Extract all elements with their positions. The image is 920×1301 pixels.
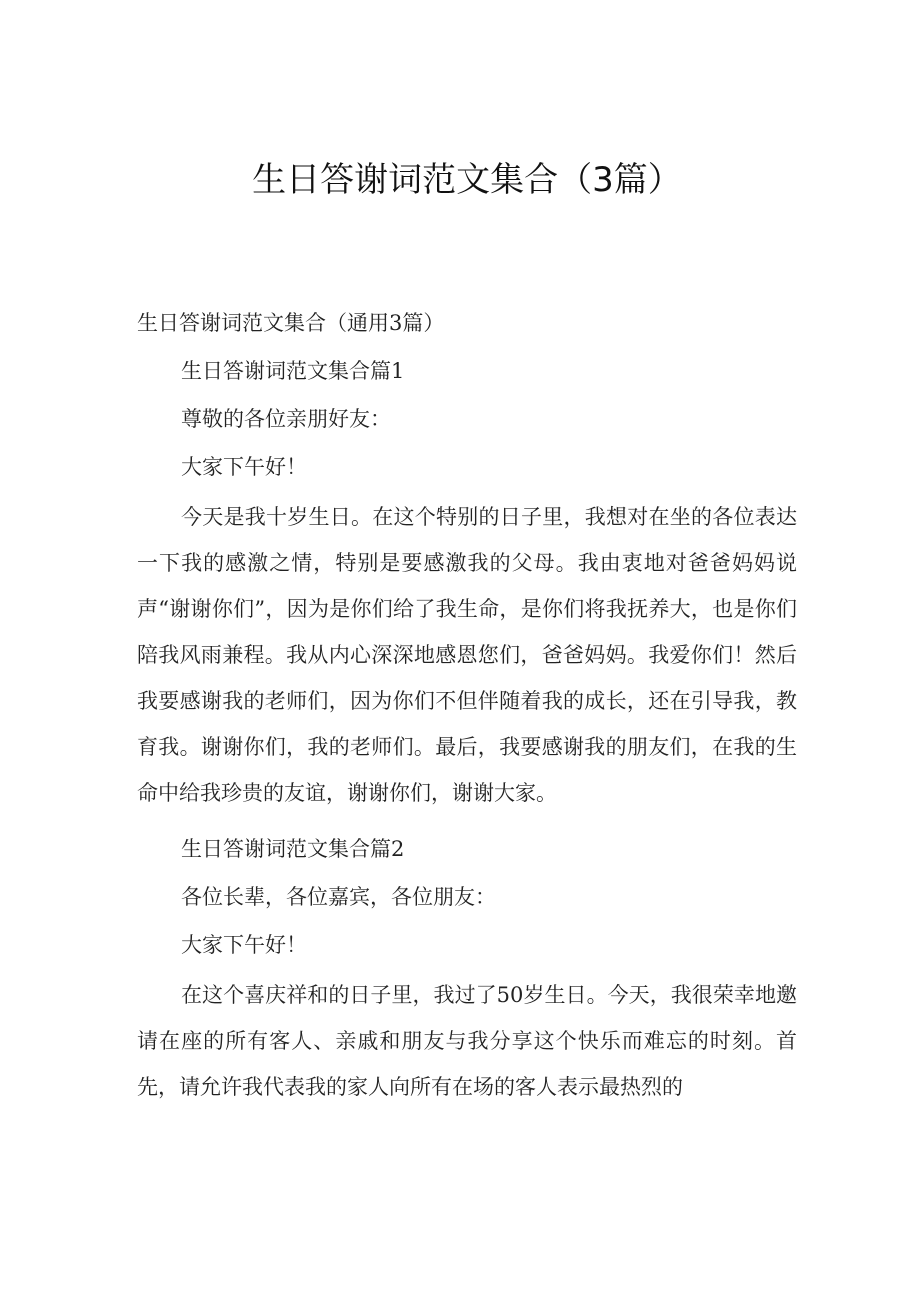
section1-body-paragraph [137,494,797,816]
body-line: 允许我代表我的家人向所有在场的客人表示最热烈的 [200,1075,683,1099]
section2-body-paragraph [137,972,797,1110]
document-title: 生日答谢词范文集合（3篇） [252,160,682,200]
section1-salutation: 尊敬的各位亲朋好友： [181,407,391,431]
body-line: 你们”，因为是你们给了我生命，是你们将我抚养大，也是你们陪我风雨兼 [137,597,797,667]
body-line: 在这个喜庆祥和的日子里，我过了50岁生日。今天，我很荣幸地邀请 [137,983,797,1053]
body-line: 在座的所有客人、亲戚和朋友与我分享这个快乐而难忘的时刻。首先，请 [137,1029,798,1099]
section2-greeting: 大家下午好！ [181,933,307,957]
body-line: 师们，因为你们不但伴随着我的成长，还在引导我，教育我。谢谢你们，我 [137,689,798,759]
section1-heading: 生日答谢词范文集合篇1 [181,359,405,383]
body-line: 今天是我十岁生日。在这个特别的日子里，我想对在坐的各位表达一 [137,505,797,575]
body-line: 谢你们，谢谢大家。 [368,781,557,805]
body-line: 下我的感激之情，特别是要感激我的父母。我由衷地对爸爸妈妈说声“谢谢 [137,551,798,621]
section2-salutation: 各位长辈，各位嘉宾，各位朋友： [181,885,496,909]
body-line: 程。我从内心深深地感恩您们，爸爸妈妈。我爱你们！然后我要感谢我的老 [137,643,797,713]
section2-heading: 生日答谢词范文集合篇2 [181,837,405,861]
section1-greeting: 大家下午好！ [181,455,307,479]
body-line: 的老师们。最后，我要感谢我的朋友们，在我的生命中给我珍贵的友谊，谢 [137,735,798,805]
document-subtitle: 生日答谢词范文集合（通用3篇） [137,311,445,335]
